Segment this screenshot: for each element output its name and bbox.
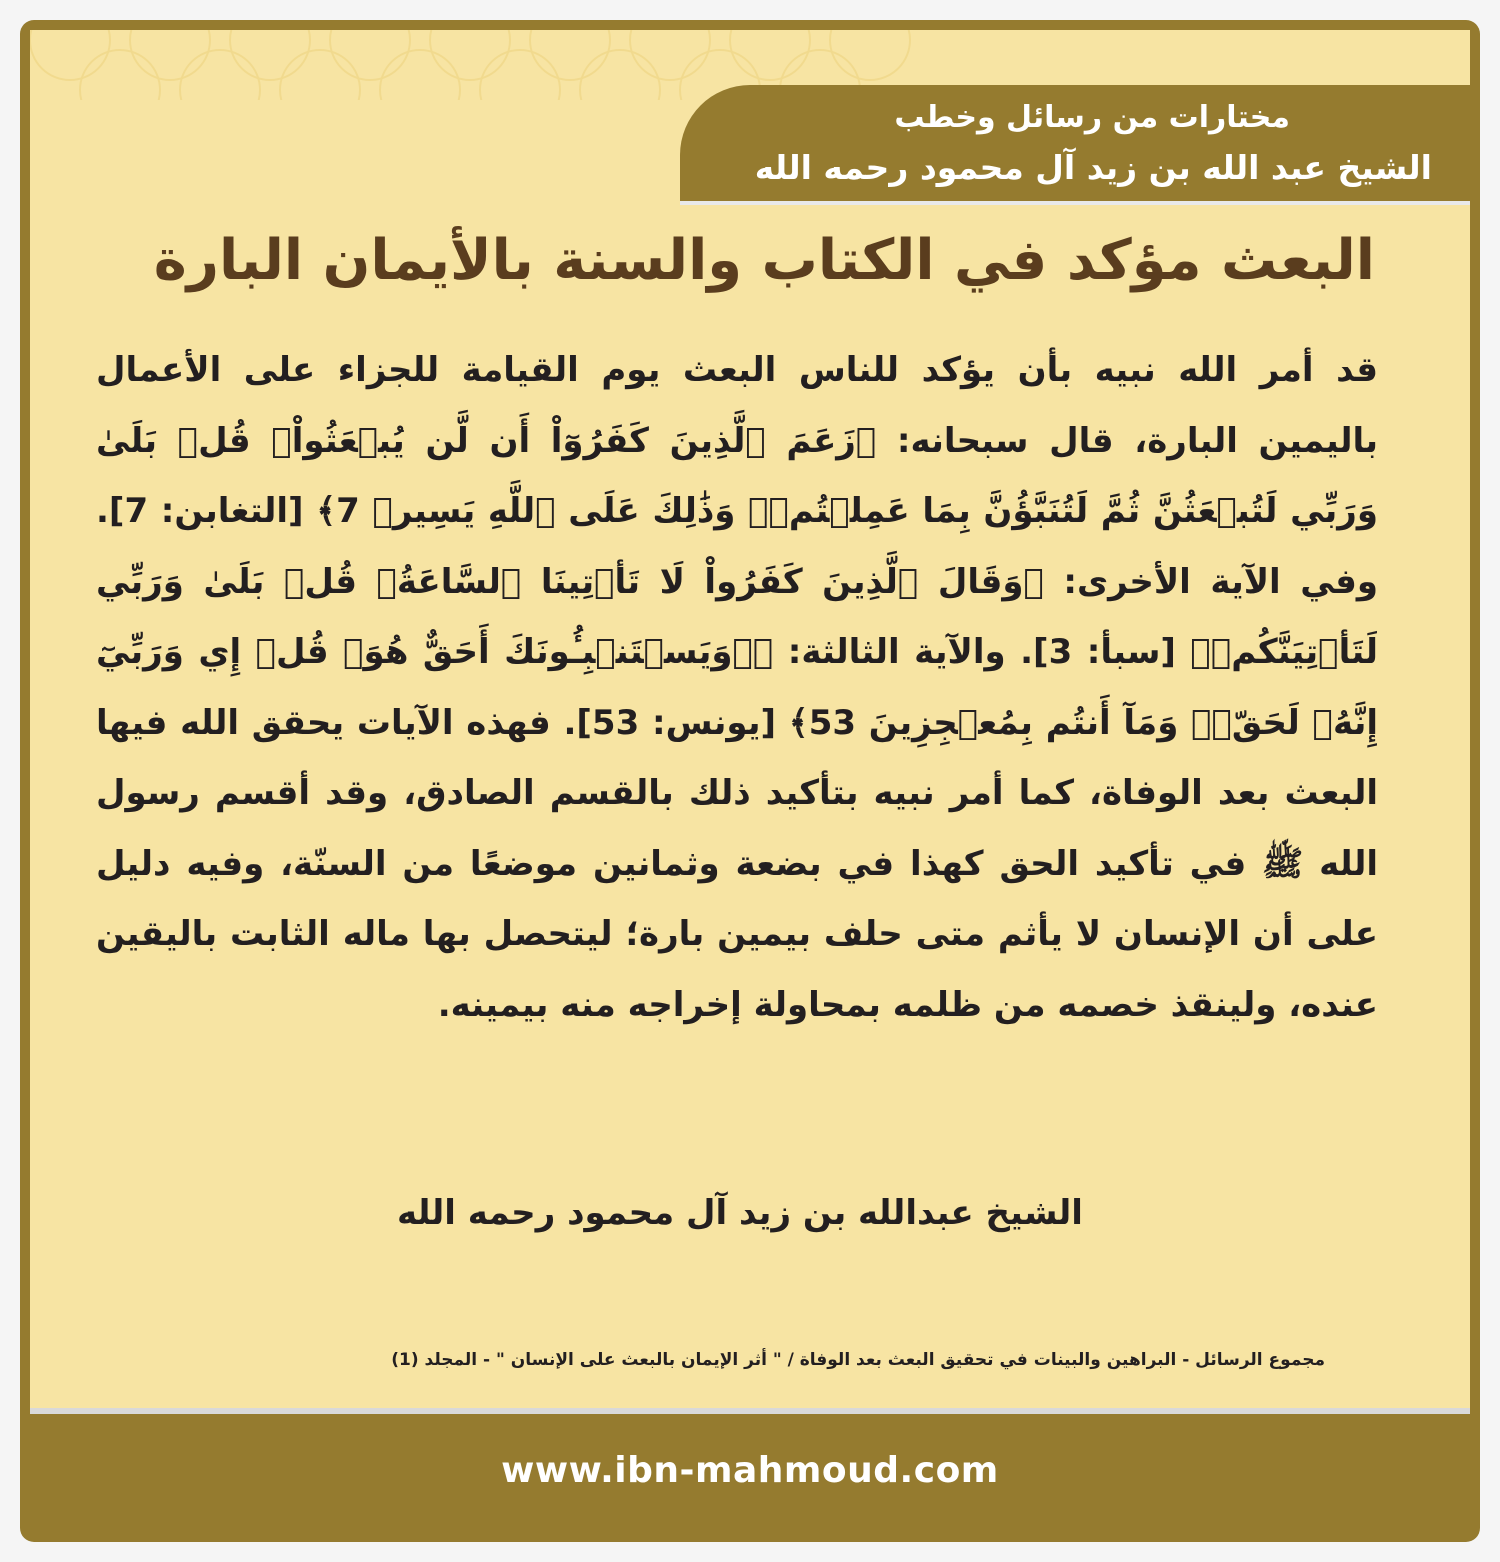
content-panel — [30, 30, 1470, 1408]
divider — [30, 1408, 1470, 1414]
article-body: قد أمر الله نبيه بأن يؤكد للناس البعث يوم القيامة للجزاء على الأعمال باليمين البارة، قال سبحانه: ﴿زَعَمَ ٱلَّذِينَ كَفَرُوٓاْ أَن لَّن يُبۡعَثُواْۚ قُلۡ بَلَىٰ وَرَبِّي لَتُبۡعَثُنَّ ثُمَّ لَتُنَبَّؤُنَّ بِمَا عَمِلۡتُمۡۚ وَذَٰلِكَ عَلَى ٱللَّهِ يَسِيرٞ 7﴾ [التغابن: 7]. وفي الآية الأخرى: ﴿وَقَالَ ٱلَّذِينَ كَفَرُواْ لَا تَأۡتِينَا ٱلسَّاعَةُۖ قُلۡ بَلَىٰ وَرَبِّي لَتَأۡتِيَنَّكُمۡ﴾ [سبأ: 3]. والآية الثالثة: ﴿۞وَيَسۡتَنۢبِـُٔونَكَ أَحَقٌّ هُوَۖ قُلۡ إِي وَرَبِّيٓ إِنَّهُۥ لَحَقّٞۖ وَمَآ أَنتُم بِمُعۡجِزِينَ 53﴾ [يونس: 53]. فهذه الآيات يحقق الله فيها البعث بعد الوفاة، كما أمر نبيه بتأكيد ذلك بالقسم الصادق، وقد أقسم رسول الله ﷺ في تأكيد الحق كهذا في بضعة وثمانين موضعًا من السنّة، وفيه دليل على أن الإنسان لا يأثم متى حلف بيمين بارة؛ ليتحصل بها ماله الثابت باليقين عنده، ولينقذ خصمه من ظلمه بمحاولة إخراجه منه بيمينه. — [96, 350, 1378, 1025]
article-title: البعث مؤكد في الكتاب والسنة بالأيمان البارة — [153, 228, 1375, 293]
card-frame — [20, 20, 1480, 1542]
article-author: الشيخ عبدالله بن زيد آل محمود رحمه الله — [397, 1193, 1083, 1233]
series-title: مختارات من رسائل وخطب — [894, 100, 1290, 135]
source-citation: مجموع الرسائل - البراهين والبينات في تحقيق البعث بعد الوفاة / " أثر الإيمان بالبعث على الإنسان " - المجلد (1) — [391, 1350, 1325, 1370]
series-author: الشيخ عبد الله بن زيد آل محمود رحمه الله — [754, 148, 1432, 187]
website-link[interactable]: www.ibn-mahmoud.com — [501, 1450, 999, 1491]
